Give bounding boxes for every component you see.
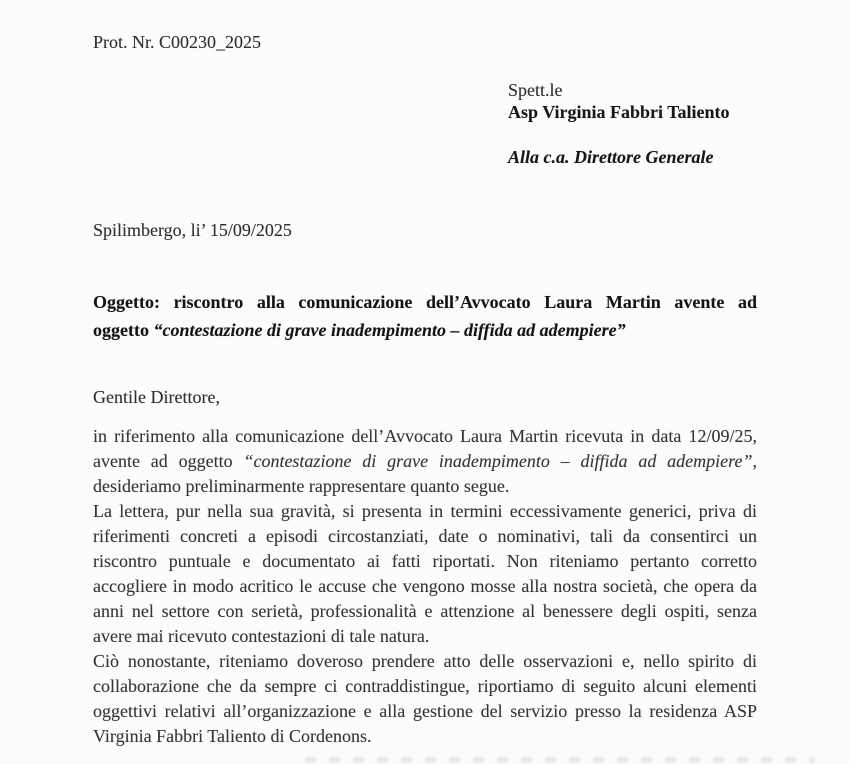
intro-text-before-quote: in riferimento alla comunicazione dell’Avvocato Laura Martin ricevuta in data 12/09/25, avente ad oggetto <box>93 426 757 471</box>
paragraph-intro <box>93 424 757 499</box>
recipient-attention-line: Alla c.a. Direttore Generale <box>508 147 714 167</box>
cut-off-next-line-artifact <box>305 757 815 763</box>
recipient-salutation: Spett.le <box>508 80 563 100</box>
paragraph-collaboration: Ciò nonostante, riteniamo doveroso prendere atto delle osservazioni e, nello spirito di collaborazione che da sempre ci contraddistingue, riportiamo di seguito alcuni elementi oggettivi relativi all’organizzazione e alla gestione del servizio presso la residenza ASP Virginia Fabbri Taliento di Cordenons. <box>93 651 757 746</box>
paragraph-response: La lettera, pur nella sua gravità, si presenta in termini eccessivamente generici, priva di riferimenti concreti a episodi circostanziati, date o nominativi, tali da consentirci un riscontro puntuale e documentato ai fatti riportati. Non riteniamo pertanto corretto accogliere in modo acritico le accuse che vengono mosse alla nostra società, che opera da anni nel settore con serietà, professionalità e attenzione al benessere degli ospiti, senza avere mai ricevuto contestazioni di tale natura. <box>93 501 757 646</box>
subject-line-2-lead: oggetto <box>93 320 154 340</box>
subject-quoted-title: “contestazione di grave inadempimento – diffida ad adempiere” <box>153 320 626 340</box>
intro-text-after-quote: , desideriamo preliminarmente rappresentare quanto segue. <box>93 451 757 496</box>
subject-line-2 <box>93 316 757 344</box>
intro-quoted-title: “contestazione di grave inadempimento – diffida ad adempiere” <box>243 451 753 471</box>
letter-body <box>93 424 757 749</box>
recipient-name: Asp Virginia Fabbri Taliento <box>508 102 730 122</box>
subject-line-1: Oggetto: riscontro alla comunicazione dell’Avvocato Laura Martin avente ad <box>93 292 757 312</box>
recipient-block <box>508 79 730 168</box>
protocol-number: Prot. Nr. C00230_2025 <box>93 32 262 52</box>
subject-block <box>93 288 757 344</box>
place-date-line: Spilimbergo, li’ 15/09/2025 <box>93 220 292 240</box>
greeting-line: Gentile Direttore, <box>93 387 220 407</box>
